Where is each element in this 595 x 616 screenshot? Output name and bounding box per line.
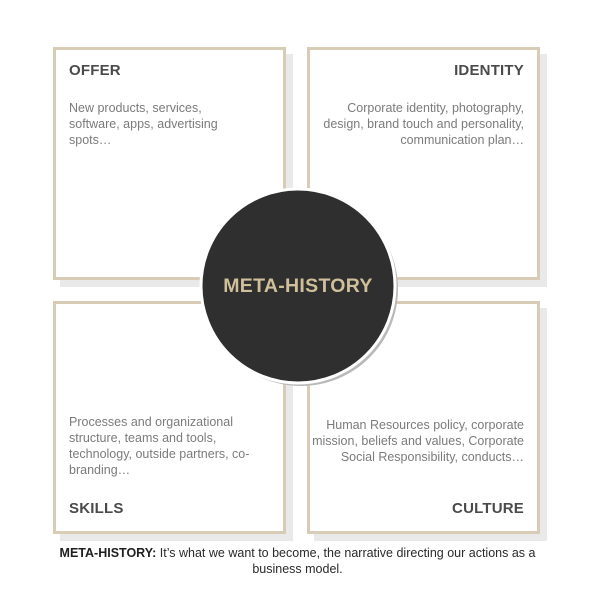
skills-description: Processes and organizational structure, teams and tools, technology, outside partners, co-branding…	[69, 415, 250, 477]
center-label: META-HISTORY	[223, 275, 373, 297]
identity-title: IDENTITY	[454, 62, 524, 79]
skills-title: SKILLS	[69, 500, 124, 517]
culture-title: CULTURE	[452, 500, 524, 517]
offer-description: New products, services, software, apps, advertising spots…	[69, 101, 218, 147]
identity-description: Corporate identity, photography, design, brand touch and personality, communication plan…	[323, 101, 524, 147]
footer-text: It’s what we want to become, the narrative directing our actions as a business model.	[156, 546, 536, 576]
footer-term: META-HISTORY:	[59, 546, 157, 560]
offer-title: OFFER	[69, 62, 121, 79]
culture-description: Human Resources policy, corporate mission, beliefs and values, Corporate Social Responsibility, conducts…	[312, 418, 524, 464]
footer-caption	[40, 545, 555, 577]
